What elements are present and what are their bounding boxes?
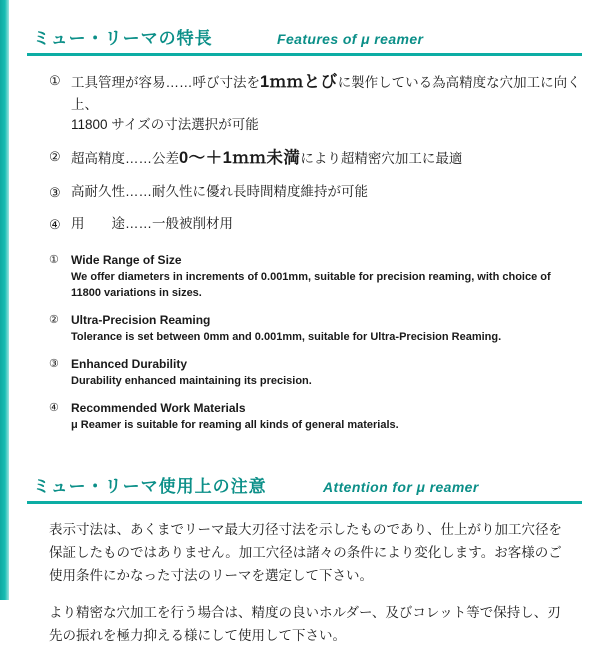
list-item-tail: により超精密穴加工に最適 [300,151,463,167]
section-heading-attention [27,470,584,504]
list-item-body [71,356,584,390]
list-item [49,182,584,203]
list-item-text [71,70,584,135]
features-list-jp [25,70,584,234]
section-heading-features [27,22,584,56]
list-item-title: Recommended Work Materials [71,400,246,415]
list-item-text: 高耐久性……耐久性に優れ長時間精度維持が可能 [71,184,368,199]
list-item-body [71,400,584,434]
section-heading-features-en: Features of μ reamer [277,31,424,47]
list-item [49,146,584,171]
list-item-text [71,146,584,171]
list-item-highlight: 1ｍｍとび [260,73,338,91]
section-heading-features-jp: ミュー・リーマの特長 [33,29,213,48]
attention-paragraphs [25,518,584,648]
list-item-desc-line1: Tolerance is set between 0mm and 0.001mm, suitable for Ultra-Precision Reaming. [71,331,502,343]
list-item [49,214,584,235]
left-accent-bar [0,0,9,600]
document-content [9,0,600,644]
features-list-en [25,252,584,434]
list-item-body [71,252,584,302]
list-item-lead: 超高精度……公差 [71,151,179,167]
list-item-number: ① [49,73,61,88]
list-item-number: ③ [49,185,61,200]
section-heading-attention-en: Attention for μ reamer [323,478,479,495]
paragraph: 表示寸法は、あくまでリーマ最大刃径寸法を示したものであり、仕上がり加工穴径を保証したものではありません。加工穴径は諸々の条件により変化します。お客様のご使用条件にかなった寸法のリーマを選定して下さい。 [49,521,562,584]
list-item-highlight: 0～＋1ｍｍ未満 [179,149,301,168]
paragraph: より精密な穴加工を行う場合は、精度の良いホルダー、及びコレット等で保持し、刃先の振れを極力抑える様にして使用して下さい。 [49,605,561,644]
list-item-desc-line2: 11800 variations in sizes. [71,287,202,299]
section-heading-rule [27,501,582,504]
list-item-title: Enhanced Durability [71,356,188,371]
list-item-number: ③ [49,357,59,370]
section-heading-attention-jp: ミュー・リーマ使用上の注意 [33,476,267,496]
list-item-number: ② [49,313,59,326]
list-item-text: 用 途……一般被削材用 [71,215,233,231]
list-item-number: ④ [49,216,61,232]
list-item-number: ④ [49,401,59,414]
section-heading-rule [27,53,582,56]
list-item-tail: に製作している為高精度な穴加工に向く上、 [71,75,581,112]
list-item-desc-line1: We offer diameters in increments of 0.001mm, suitable for precision reaming, with choice of [71,271,551,284]
list-item-lead: 工具管理が容易……呼び寸法を [71,75,260,90]
list-item-line2: 11800 サイズの寸法選択が可能 [71,117,259,132]
list-item-desc-line1: Durability enhanced maintaining its precision. [71,375,312,387]
list-item-number: ② [49,149,61,165]
list-item-body [71,312,584,346]
list-item [49,70,584,135]
list-item-desc-line1: μ Reamer is suitable for reaming all kinds of general materials. [71,419,399,431]
list-item-number: ① [49,254,59,266]
list-item [49,356,584,390]
list-item [49,252,584,302]
list-item [49,312,584,346]
list-item-title: Wide Range of Size [71,253,182,267]
list-item-title: Ultra-Precision Reaming [71,312,211,327]
list-item [49,400,584,434]
section-spacer [25,444,584,470]
